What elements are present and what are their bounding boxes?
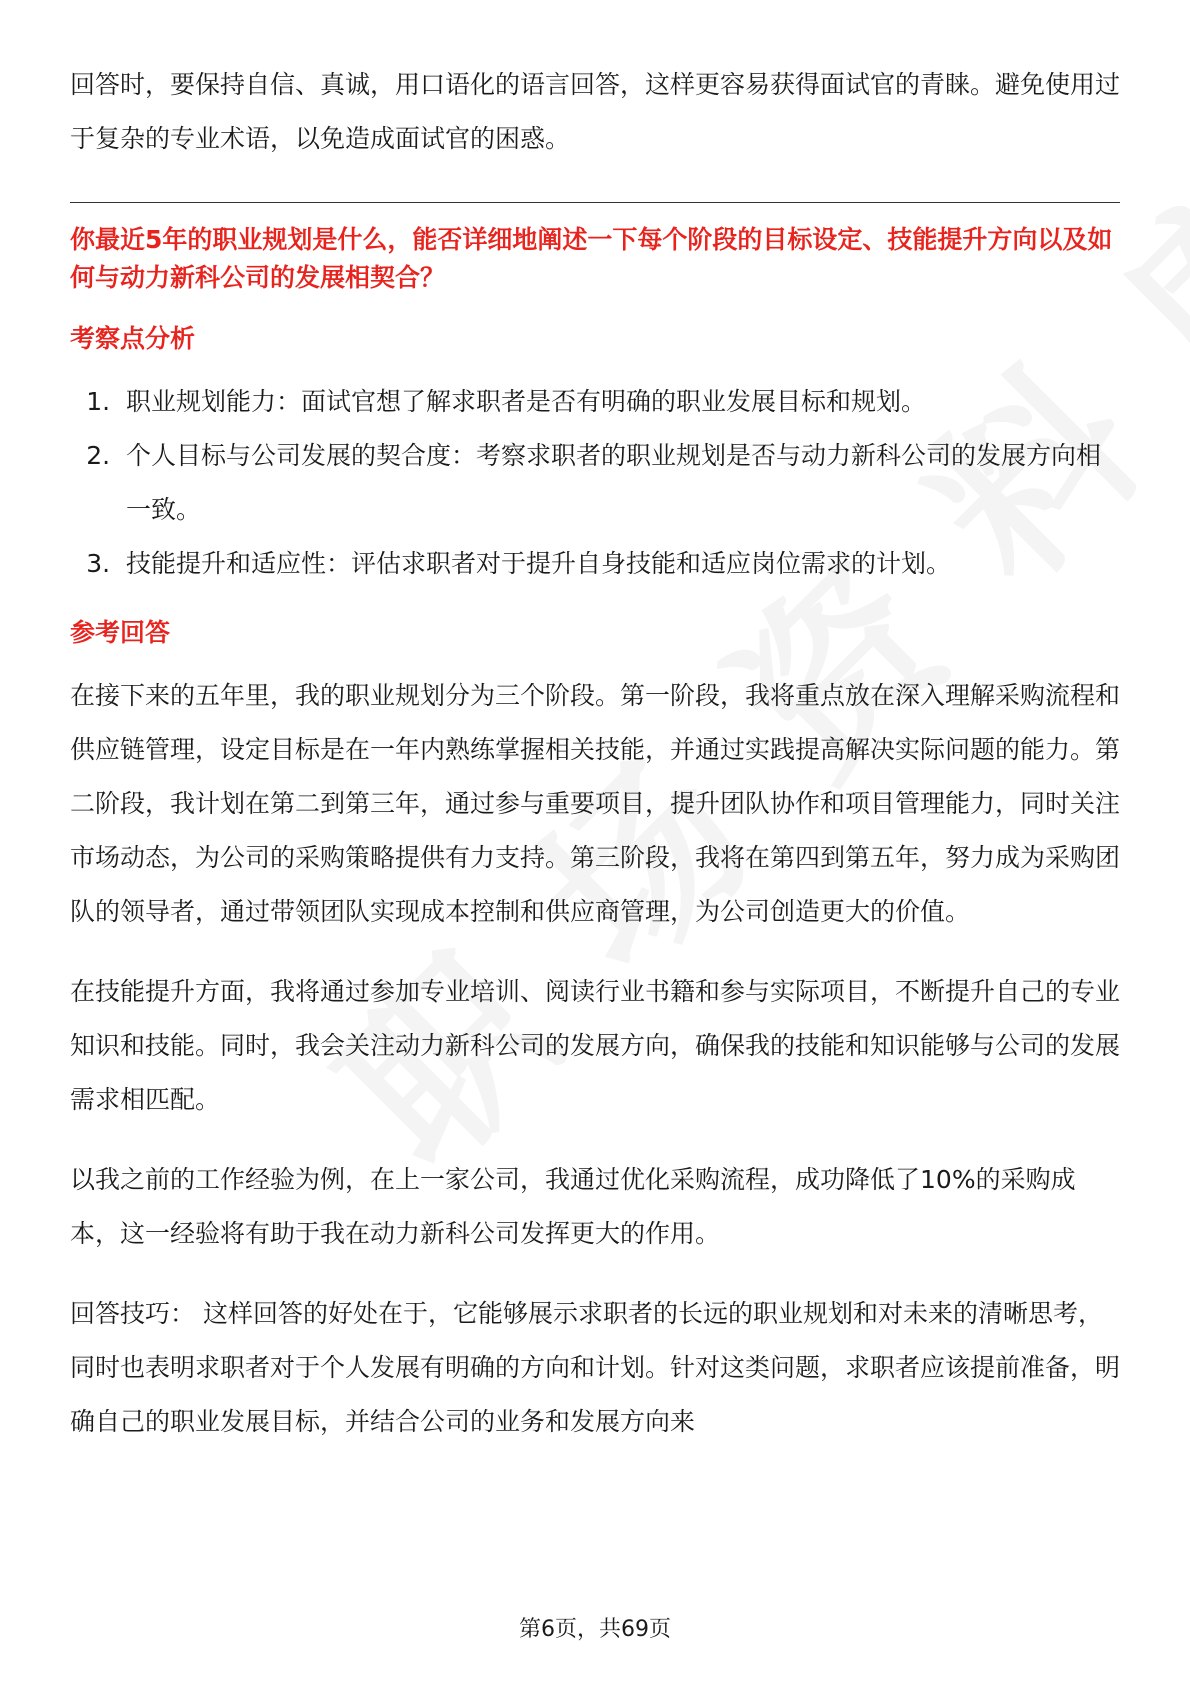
analysis-point: 3. 技能提升和适应性：评估求职者对于提升自身技能和适应岗位需求的计划。 [118, 537, 1120, 591]
answer-tip-paragraph: 回答技巧： 这样回答的好处在于，它能够展示求职者的长远的职业规划和对未来的清晰思考，同时也表明求职者对于个人发展有明确的方向和计划。针对这类问题，求职者应该提前准备，明确自己的职业发展目标，并结合公司的业务和发展方向来 [70, 1299, 1121, 1436]
content [70, 58, 1120, 1475]
analysis-title: 考察点分析 [70, 324, 196, 353]
analysis-points [70, 375, 1120, 591]
analysis-point: 1. 职业规划能力：面试官想了解求职者是否有明确的职业发展目标和规划。 [118, 375, 1120, 429]
question-heading: 你最近5年的职业规划是什么，能否详细地阐述一下每个阶段的目标设定、技能提升方向以及如何与动力新科公司的发展相契合？ [70, 225, 1113, 292]
answer-title: 参考回答 [70, 618, 171, 647]
divider [70, 202, 1120, 203]
answer-paragraph: 以我之前的工作经验为例，在上一家公司，我通过优化采购流程，成功降低了10%的采购成本，这一经验将有助于我在动力新科公司发挥更大的作用。 [70, 1165, 1076, 1248]
analysis-point: 2. 个人目标与公司发展的契合度：考察求职者的职业规划是否与动力新科公司的发展方向相一致。 [118, 429, 1120, 537]
answer-paragraph: 在技能提升方面，我将通过参加专业培训、阅读行业书籍和参与实际项目，不断提升自己的专业知识和技能。同时，我会关注动力新科公司的发展方向，确保我的技能和知识能够与公司的发展需求相匹配。 [70, 977, 1121, 1114]
intro-tip: 回答时，要保持自信、真诚，用口语化的语言回答，这样更容易获得面试官的青睐。避免使用过于复杂的专业术语，以免造成面试官的困惑。 [70, 70, 1121, 153]
page-footer: 第6页，共69页 [519, 1617, 671, 1642]
answer-paragraph: 在接下来的五年里，我的职业规划分为三个阶段。第一阶段，我将重点放在深入理解采购流程和供应链管理，设定目标是在一年内熟练掌握相关技能，并通过实践提高解决实际问题的能力。第二阶段，我计划在第二到第三年，通过参与重要项目，提升团队协作和项目管理能力，同时关注市场动态，为公司的采购策略提供有力支持。第三阶段，我将在第四到第五年，努力成为采购团队的领导者，通过带领团队实现成本控制和供应商管理，为公司创造更大的价值。 [70, 681, 1121, 926]
